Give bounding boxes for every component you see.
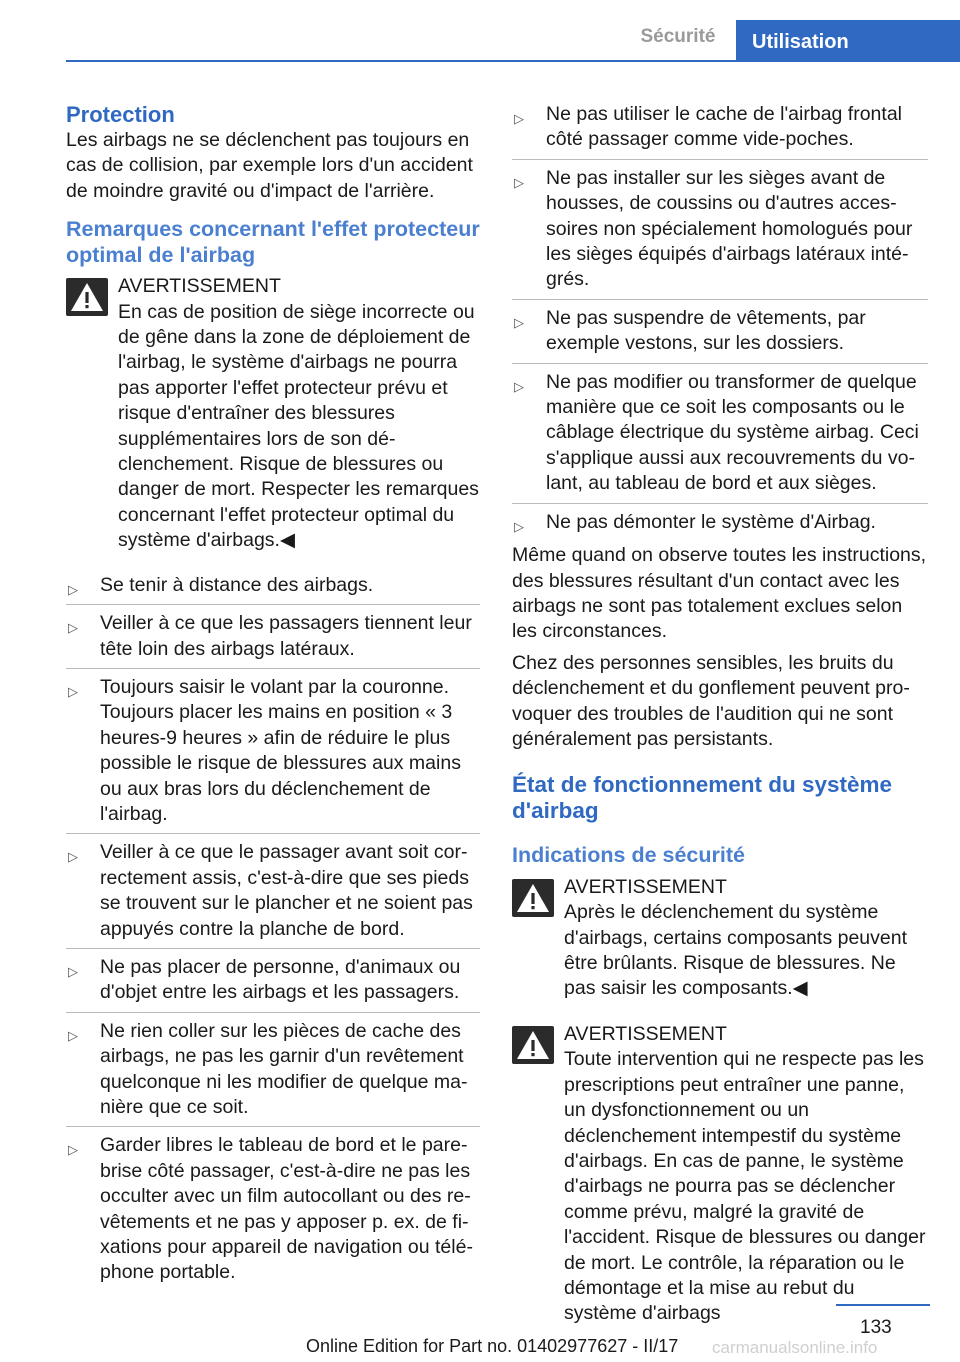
list-item: ▷ Ne rien coller sur les pièces de cache des airbags, ne pas les garnir d'un revêtement quelconque ni les modifier de quelque manière que ce soit. — [66, 1012, 480, 1127]
footer-rule — [836, 1304, 930, 1306]
left-column — [66, 102, 480, 1292]
warning-text: Après le déclenchement du système d'airbags, certains composants peuvent être brûlants. Risque de blessures. Ne pas saisir les composants.◀ — [564, 901, 908, 1000]
triangle-bullet-icon: ▷ — [68, 1027, 78, 1043]
triangle-bullet-icon: ▷ — [514, 174, 524, 190]
remarks-heading: Remarques concernant l'effet protecteur optimal de l'airbag — [66, 217, 480, 267]
safety-list — [66, 567, 480, 1292]
warning-block — [66, 274, 480, 553]
triangle-bullet-icon: ▷ — [68, 849, 78, 865]
page-number: 133 — [860, 1317, 892, 1338]
list-item: ▷ Se tenir à distance des airbags. — [66, 567, 480, 604]
list-item: ▷ Toujours saisir le volant par la couronne. Toujours placer les mains en position « 3 heures-9 heures » afin de réduire le plus possible le risque de blessures aux mains ou aux bras lors du déclenchement de l'airbag. — [66, 668, 480, 833]
list-item: ▷ Ne pas démonter le système d'Airbag. — [512, 503, 928, 541]
list-item: ▷ Ne pas suspendre de vêtements, par exemple vestons, sur les dossiers. — [512, 299, 928, 363]
section-tab-utilisation[interactable]: Utilisation — [736, 20, 960, 62]
protection-heading: Protection — [66, 102, 175, 127]
paragraph-instructions: Même quand on observe toutes les instructions, des blessures résultant d'un contact avec les airbags ne sont pas totalement exclues selon les circonstances. — [512, 544, 927, 643]
edition-line: Online Edition for Part no. 01402977627 - II/17 — [306, 1336, 679, 1356]
warning-block-hot-components — [512, 875, 928, 1002]
triangle-bullet-icon: ▷ — [514, 111, 524, 126]
list-item: ▷ Garder libres le tableau de bord et le pare-brise côté passager, c'est-à-dire ne pas les occulter avec un film autocollant ou des revêtements et ne pas y apposer p. ex. de fixations pour appareil de navigation ou téléphone portable. — [66, 1126, 480, 1291]
paragraph-hearing: Chez des personnes sensibles, les bruits du déclenchement et du gonflement peuvent provoquer des troubles de l'audition qui ne sont généralement pas persistants. — [512, 651, 910, 750]
warning-text: Toute intervention qui ne respecte pas les prescriptions peut entraîner une panne, un dysfonctionnement ou un déclenchement intempestif du système d'airbags. En cas de panne, le système d'airbags ne pourra pas se déclencher comme prévu, malgré la gravité de l'accident. Risque de blessures ou danger de mort. Le contrôle, la réparation ou le démontage et la mise au rebut du système d'airbags — [564, 1048, 926, 1325]
triangle-bullet-icon: ▷ — [514, 518, 524, 534]
triangle-bullet-icon: ▷ — [514, 314, 524, 330]
warning-text: En cas de position de siège incorrecte ou de gêne dans la zone de déploiement de l'airbag, le système d'airbags ne pourra pas apporter l'effet protecteur prévu et risque d'entraîner des blessures supplémentaires lors de son déclenchement. Risque de blessures ou danger de mort. Respecter les remarques concernant l'effet protecteur optimal du système d'airbags.◀ — [118, 300, 479, 552]
triangle-bullet-icon: ▷ — [68, 581, 78, 597]
triangle-bullet-icon: ▷ — [514, 378, 524, 394]
warning-triangle-icon — [512, 879, 554, 917]
list-item: ▷ Ne pas placer de personne, d'animaux ou d'objet entre les airbags et les passagers. — [66, 948, 480, 1012]
right-column — [512, 102, 928, 1327]
warning-title: AVERTISSEMENT — [118, 275, 281, 298]
warning-title: AVERTISSEMENT — [564, 875, 727, 898]
warning-triangle-icon — [66, 278, 108, 316]
warning-title: AVERTISSEMENT — [564, 1022, 727, 1045]
safety-heading: Indications de sécurité — [512, 843, 745, 868]
watermark: carmanualsonline.info — [712, 1338, 878, 1357]
list-item: ▷ Ne pas modifier ou transformer de quelque manière que ce soit les composants ou le câblage électrique du système airbag. Ceci s'applique aussi aux recouvrements du volant, au tableau de bord et aux sièges. — [512, 363, 928, 503]
list-item: ▷ Veiller à ce que les passagers tiennent leur tête loin des airbags latéraux. — [66, 604, 480, 668]
status-heading: État de fonctionnement du système d'airbag — [512, 772, 893, 823]
list-item: ▷ Ne pas utiliser le cache de l'airbag frontal côté passager comme vide-poches. — [514, 103, 902, 151]
list-item: ▷ Veiller à ce que le passager avant soit correctement assis, c'est-à-dire que ses pieds se trouvent sur le plancher et ne soient pas appuyés contre la planche de bord. — [66, 833, 480, 948]
triangle-bullet-icon: ▷ — [68, 1142, 78, 1158]
section-tab-securite[interactable]: Sécurité — [640, 26, 716, 47]
warning-triangle-icon — [512, 1026, 554, 1064]
triangle-bullet-icon: ▷ — [68, 620, 78, 636]
list-item: ▷ Ne pas installer sur les sièges avant de housses, de coussins ou d'autres accessoires non spécialement homologués pour les sièges équipés d'airbags latéraux intégrés. — [512, 159, 928, 299]
triangle-bullet-icon: ▷ — [68, 963, 78, 979]
safety-list-continued — [512, 96, 928, 541]
protection-paragraph: Les airbags ne se déclenchent pas toujours en cas de collision, par exemple lors d'un accident de moindre gravité ou d'impact de l'arrière. — [66, 129, 473, 202]
page-header — [0, 0, 960, 64]
triangle-bullet-icon: ▷ — [68, 683, 78, 699]
warning-block-intervention — [512, 1022, 928, 1327]
